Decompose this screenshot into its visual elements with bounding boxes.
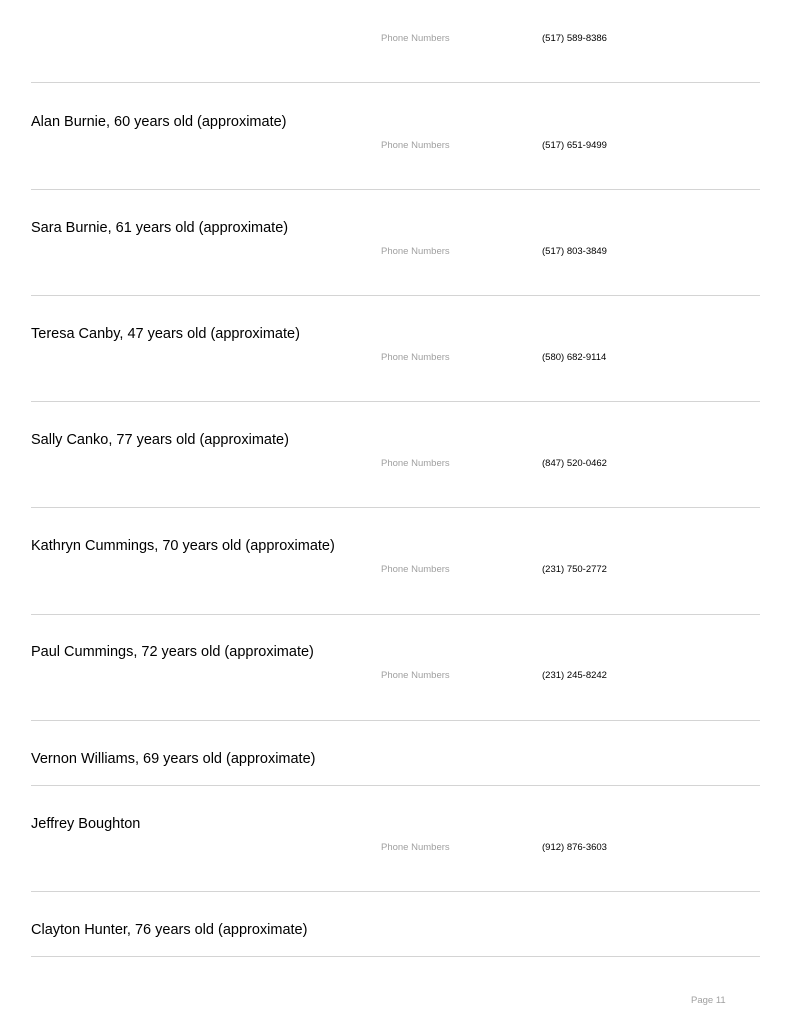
record-divider [31,785,760,786]
phone-numbers-label: Phone Numbers [381,670,450,681]
record-divider [31,189,760,190]
record-divider [31,720,760,721]
record-divider [31,295,760,296]
phone-numbers-label: Phone Numbers [381,352,450,363]
phone-number-value: (517) 803-3849 [542,246,607,257]
person-name: Clayton Hunter, 76 years old (approximate) [31,922,308,938]
phone-numbers-label: Phone Numbers [381,458,450,469]
phone-numbers-label: Phone Numbers [381,842,450,853]
phone-number-value: (231) 245-8242 [542,670,607,681]
person-name: Alan Burnie, 60 years old (approximate) [31,114,287,130]
person-name: Paul Cummings, 72 years old (approximate) [31,644,314,660]
phone-number-value: (847) 520-0462 [542,458,607,469]
phone-number-value: (912) 876-3603 [542,842,607,853]
phone-number-value: (517) 651-9499 [542,140,607,151]
record-divider [31,401,760,402]
record-divider [31,891,760,892]
record-divider [31,614,760,615]
person-name: Teresa Canby, 47 years old (approximate) [31,326,300,342]
page-number: Page 11 [691,995,726,1006]
record-divider [31,507,760,508]
person-name: Kathryn Cummings, 70 years old (approximate) [31,538,335,554]
person-name: Sara Burnie, 61 years old (approximate) [31,220,289,236]
phone-numbers-label: Phone Numbers [381,564,450,575]
phone-numbers-label: Phone Numbers [381,33,450,44]
record-divider [31,82,760,83]
phone-number-value: (580) 682-9114 [542,352,607,363]
person-name: Sally Canko, 77 years old (approximate) [31,432,289,448]
person-name: Vernon Williams, 69 years old (approximate) [31,751,316,767]
phone-numbers-label: Phone Numbers [381,140,450,151]
person-name: Jeffrey Boughton [31,816,141,832]
phone-number-value: (231) 750-2772 [542,564,607,575]
phone-number-value: (517) 589-8386 [542,33,607,44]
phone-numbers-label: Phone Numbers [381,246,450,257]
record-divider [31,956,760,957]
